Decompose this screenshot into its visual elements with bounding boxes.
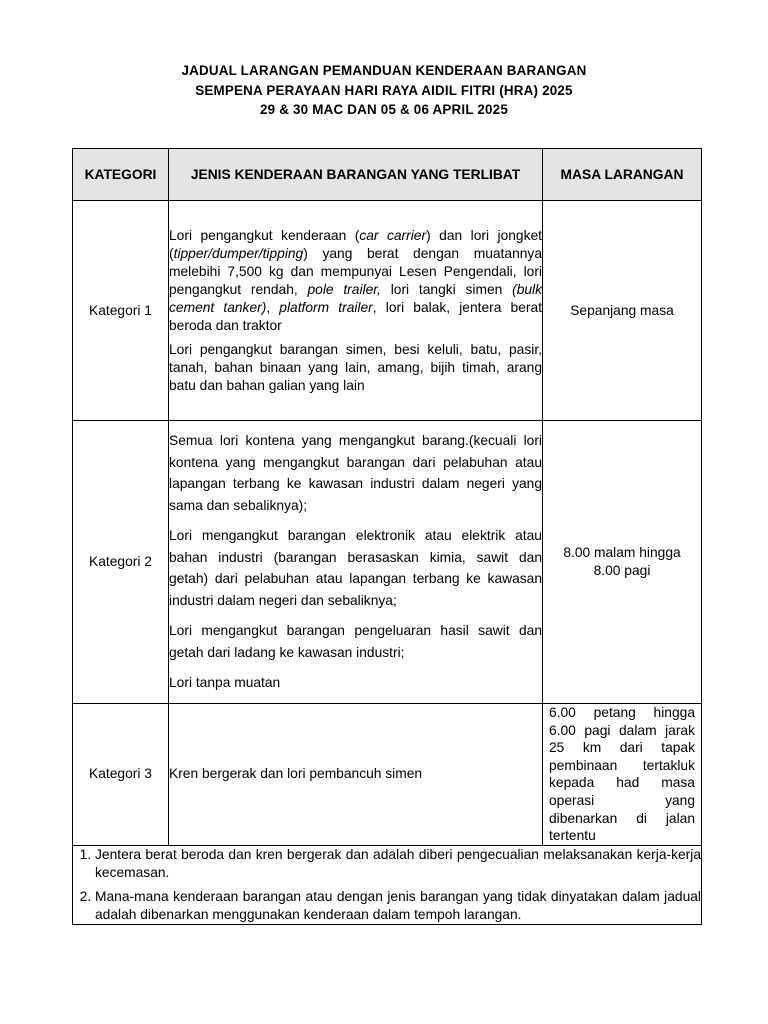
note-item: 2. Mana-mana kenderaan barangan atau dengan jenis barangan yang tidak dinyatakan dalam jadual adalah dibenarkan menggunakan kenderaan dalam tempoh larangan. bbox=[95, 888, 701, 924]
jenis-paragraph: Lori mengangkut barangan pengeluaran hasil sawit dan getah dari ladang ke kawasan industri; bbox=[169, 623, 542, 660]
kategori-cell: Kategori 3 bbox=[73, 704, 169, 846]
header-masa: MASA LARANGAN bbox=[543, 149, 702, 201]
table-header-row bbox=[73, 149, 702, 201]
notes-row bbox=[73, 845, 702, 924]
note-item: 1. Jentera berat beroda dan kren bergerak dan adalah diberi pengecualian melaksanakan kerja-kerja kecemasan. bbox=[95, 846, 701, 882]
jenis-text: lori tangki simen bbox=[380, 281, 513, 297]
prohibition-table bbox=[72, 148, 702, 925]
kategori-cell: Kategori 2 bbox=[73, 421, 169, 704]
jenis-paragraph: Lori mengangkut barangan elektronik atau elektrik atau bahan industri (barangan berasaskan kimia, sawit dan getah) dari pelabuhan atau lapangan terbang ke kawasan industri dalam negeri dan sebaliknya; bbox=[169, 528, 542, 608]
jenis-text: , lori balak, jentera berat beroda dan traktor bbox=[169, 299, 543, 333]
jenis-paragraph bbox=[169, 227, 542, 335]
jenis-paragraph: Semua lori kontena yang mengangkut barang.(kecuali lori kontena yang mengangkut barangan dari pelabuhan atau lapangan terbang ke kawasan industri dalam negeri yang sama dan sebaliknya); bbox=[169, 433, 542, 513]
kategori-cell: Kategori 1 bbox=[73, 201, 169, 421]
masa-cell: 6.00 petang hingga 6.00 pagi dalam jarak 25 km dari tapak pembinaan tertakluk kepada had masa operasi yang dibenarkan di jalan tertentu bbox=[543, 704, 702, 846]
jenis-text: , bbox=[266, 299, 280, 315]
title-line-1: JADUAL LARANGAN PEMANDUAN KENDERAAN BARANGAN bbox=[181, 63, 587, 78]
header-kategori: KATEGORI bbox=[73, 149, 169, 201]
jenis-italic-text: pole trailer, bbox=[307, 281, 381, 297]
masa-line: 8.00 malam hingga bbox=[563, 545, 681, 560]
table-row bbox=[73, 421, 702, 704]
jenis-cell bbox=[169, 201, 543, 421]
title-line-2: SEMPENA PERAYAAN HARI RAYA AIDIL FITRI (HRA) 2025 bbox=[195, 82, 573, 98]
notes-cell bbox=[73, 845, 702, 924]
title-line-3: 29 & 30 MAC DAN 05 & 06 APRIL 2025 bbox=[260, 102, 508, 117]
jenis-paragraph: Lori pengangkut barangan simen, besi keluli, batu, pasir, tanah, bahan binaan yang lain, amang, bijih timah, arang batu dan bahan galian yang lain bbox=[169, 341, 542, 393]
masa-cell bbox=[543, 421, 702, 704]
header-jenis: JENIS KENDERAAN BARANGAN YANG TERLIBAT bbox=[169, 149, 543, 201]
jenis-italic-text: (bulk cement tanker) bbox=[169, 281, 542, 315]
jenis-cell bbox=[169, 421, 543, 704]
jenis-italic-text: tipper/dumper/tipping bbox=[173, 245, 304, 261]
table-row bbox=[73, 704, 702, 846]
masa-cell: Sepanjang masa bbox=[543, 201, 702, 421]
jenis-italic-text: platform trailer bbox=[279, 299, 373, 315]
jenis-italic-text: car carrier bbox=[359, 227, 427, 243]
document-title bbox=[0, 61, 768, 120]
masa-line: 8.00 pagi bbox=[593, 563, 651, 578]
jenis-text: ) dan lori jongket ( bbox=[169, 227, 542, 261]
table-row bbox=[73, 201, 702, 421]
jenis-text: Lori pengangkut kenderaan ( bbox=[169, 227, 360, 243]
jenis-cell: Kren bergerak dan lori pembancuh simen bbox=[169, 704, 543, 846]
notes-list bbox=[73, 846, 701, 924]
jenis-text: ) yang berat dengan muatannya melebihi 7,500 kg dan mempunyai Lesen Pengendali, lori pengangkut rendah, bbox=[169, 245, 542, 297]
jenis-paragraph: Lori tanpa muatan bbox=[169, 675, 281, 691]
